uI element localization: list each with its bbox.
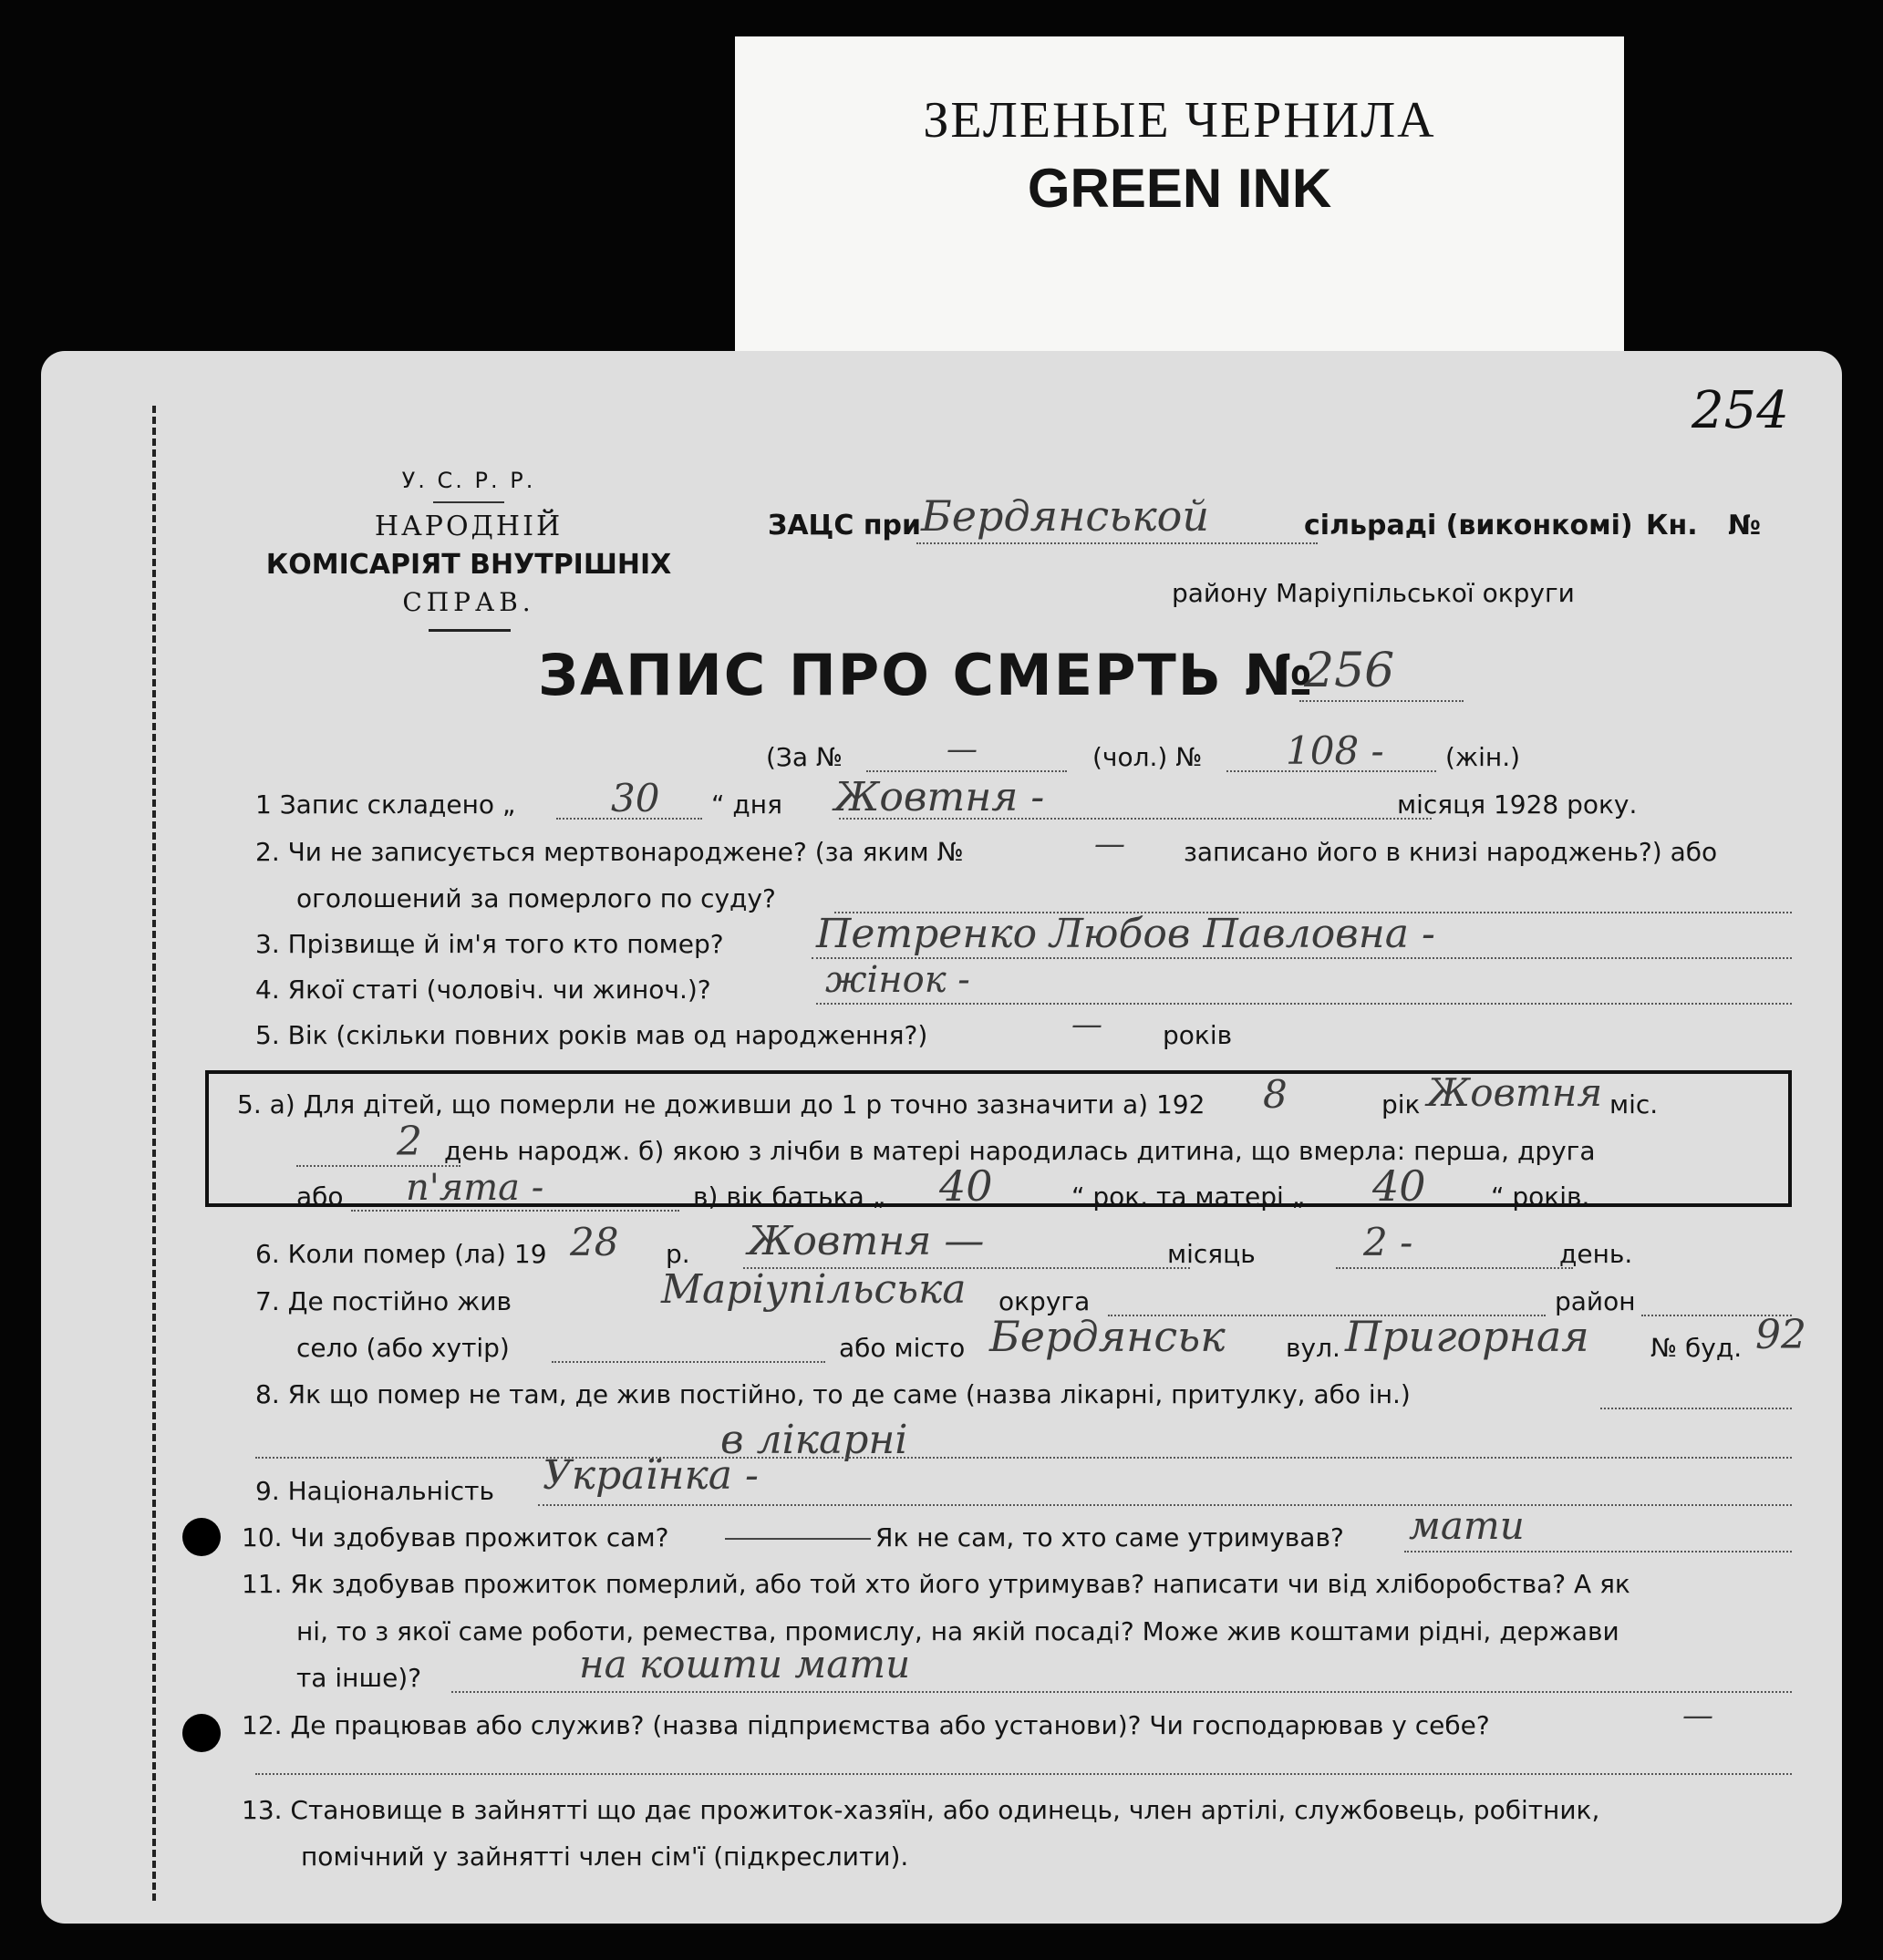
- field-2-handwritten: —: [1094, 826, 1125, 862]
- field-5a-month-handwritten: Жовтня: [1427, 1070, 1603, 1115]
- field-5a-rokiv: “ років.: [1491, 1181, 1590, 1212]
- field-10-dash: [725, 1538, 871, 1540]
- header-sprav: СПРАВ.: [402, 587, 535, 617]
- perforation-line: [152, 406, 156, 1901]
- field-12-label: 12. Де працював або служив? (назва підприємства або установи)? Чи господарював у себе?: [242, 1710, 1490, 1740]
- field-5a-year-handwritten: 8: [1263, 1072, 1288, 1117]
- field-8-line-1: [1600, 1408, 1792, 1409]
- field-2-question-c: оголошений за померлого по суду?: [296, 883, 776, 913]
- field-5a-mis: міс.: [1609, 1089, 1659, 1119]
- kn-number-sign: №: [1728, 510, 1762, 542]
- field-4-line: [816, 1003, 1792, 1005]
- header-narodniy: НАРОДНІЙ: [374, 511, 564, 542]
- field-6-den: день.: [1559, 1239, 1633, 1269]
- field-11-handwritten: на кошти мати: [579, 1642, 911, 1687]
- zacs-pri: ЗАЦС при: [768, 510, 922, 542]
- field-9-line: [538, 1504, 1792, 1506]
- binder-hole: [182, 1518, 221, 1556]
- binder-hole: [182, 1714, 221, 1752]
- field-4-label: 4. Якої статі (чоловіч. чи жиноч.)?: [255, 975, 711, 1005]
- field-7-rayon: район: [1555, 1286, 1636, 1316]
- field-7-bud-handwritten: 92: [1755, 1312, 1806, 1358]
- page-title: ЗАПИС ПРО СМЕРТЬ №: [538, 642, 1315, 708]
- field-7-selo: село (або хутір): [296, 1333, 510, 1363]
- field-5a-mother-label: “ рок. та матері „: [1071, 1181, 1306, 1212]
- field-7-selo-line: [552, 1361, 825, 1363]
- field-11-line: [451, 1691, 1792, 1693]
- field-7-vul: вул.: [1286, 1333, 1340, 1363]
- field-7-bud: № буд.: [1650, 1333, 1743, 1363]
- field-6-day-handwritten: 2 -: [1363, 1220, 1413, 1264]
- zacs-pri-handwritten: Бердянськой: [921, 491, 1209, 541]
- subtitle-zhin: (жін.): [1445, 742, 1521, 772]
- field-2-question-b: записано його в книзі народжень?) або: [1184, 837, 1718, 867]
- silradi: сільраді (виконкомі): [1304, 510, 1633, 542]
- field-9-label: 9. Національність: [255, 1476, 494, 1506]
- field-5a-order-line: [351, 1210, 679, 1212]
- label-russian: ЗЕЛЕНЫЕ ЧЕРНИЛА: [923, 92, 1436, 149]
- field-7-street-handwritten: Пригорная: [1345, 1312, 1589, 1361]
- field-8-handwritten: в лікарні: [720, 1417, 908, 1463]
- field-6-day-line: [1336, 1267, 1573, 1269]
- field-10-question-b: Як не сам, то хто саме утримував?: [875, 1522, 1344, 1553]
- field-10-line: [1404, 1551, 1792, 1553]
- field-4-handwritten: жінок -: [825, 959, 970, 1001]
- subtitle-chol: (чол.) №: [1092, 742, 1203, 772]
- field-10-question-a: 10. Чи здобував прожиток сам?: [242, 1522, 669, 1553]
- field-13-line-a: 13. Становище в зайнятті що дає прожиток-хазяїн, або одинець, член артілі, службовець, робітник,: [242, 1795, 1600, 1825]
- field-2-question: 2. Чи не записується мертвонароджене? (за яким №: [255, 837, 964, 867]
- field-3-label: 3. Прізвище й ім'я того кто помер?: [255, 929, 724, 959]
- subtitle-za-no: (За №: [766, 742, 843, 772]
- field-3-handwritten: Петренко Любов Павловна -: [816, 911, 1435, 957]
- rayonu: району Маріупільської округи: [1172, 578, 1575, 608]
- field-7-abo-misto: або місто: [839, 1333, 966, 1363]
- field-1-dnya: “ дня: [711, 789, 782, 820]
- field-5a-order-handwritten: п'ята -: [406, 1167, 544, 1209]
- record-number-handwritten: 256: [1304, 644, 1395, 698]
- subtitle-zhin-handwritten: 108 -: [1286, 728, 1384, 773]
- page-number: 254: [1692, 381, 1789, 440]
- header-komisariyat: КОМІСАРІЯТ ВНУТРІШНІХ: [265, 549, 672, 581]
- label-english: GREEN INK: [1027, 158, 1332, 219]
- subtitle-line-chol: [866, 770, 1067, 772]
- field-7-okruga-handwritten: Маріупільська: [661, 1266, 967, 1313]
- kn: Кн.: [1646, 510, 1698, 542]
- field-7-okruga: округа: [998, 1286, 1091, 1316]
- field-7-city-handwritten: Бердянськ: [989, 1312, 1226, 1361]
- field-11-line-a: 11. Як здобував прожиток померлий, або той хто його утримував? написати чи від хліборобства? А як: [242, 1569, 1630, 1599]
- field-5-label: 5. Вік (скільки повних років мав од народження?): [255, 1020, 928, 1050]
- field-10-handwritten: мати: [1409, 1503, 1525, 1548]
- field-11-line-b: ні, то з якої саме роботи, ремества, промислу, на якій посаді? Може жив коштами рідні, держави: [296, 1616, 1619, 1646]
- field-9-handwritten: Українка -: [543, 1452, 759, 1499]
- field-1-suffix: місяця 1928 року.: [1397, 789, 1638, 820]
- field-12-line: [255, 1773, 1792, 1775]
- subtitle-chol-handwritten: —: [947, 731, 978, 768]
- field-6-year-handwritten: 28: [570, 1220, 619, 1264]
- field-12-handwritten: —: [1682, 1697, 1713, 1734]
- field-8-label: 8. Як що помер не там, де жив постійно, то де саме (назва лікарні, притулку, або ін.): [255, 1379, 1411, 1409]
- field-6-label: 6. Коли помер (ла) 19: [255, 1239, 547, 1269]
- field-1-day-handwritten: 30: [611, 776, 660, 820]
- title-number-line: [1299, 700, 1464, 702]
- field-6-r: р.: [666, 1239, 690, 1269]
- field-5a-line-2: день народж. б) якою з лічби в матері народилась дитина, що вмерла: перша, друга: [444, 1136, 1596, 1166]
- field-5a-day-handwritten: 2: [397, 1119, 422, 1165]
- field-1-label: 1 Запис складено „: [255, 789, 516, 820]
- field-5-handwritten: —: [1071, 1006, 1102, 1043]
- field-6-misyats: місяць: [1167, 1239, 1256, 1269]
- header-rule-bottom: [429, 629, 511, 632]
- death-record-form: [41, 351, 1842, 1924]
- header-ussr: У. С. Р. Р.: [401, 468, 536, 493]
- field-5-rokiv: років: [1163, 1020, 1233, 1050]
- field-5a-father-handwritten: 40: [939, 1161, 993, 1211]
- field-11-line-c: та інше)?: [296, 1663, 422, 1693]
- field-1-month-handwritten: Жовтня -: [834, 774, 1045, 820]
- field-5a-rik: рік: [1381, 1089, 1421, 1119]
- field-8-line-2: [255, 1457, 1792, 1459]
- header-rule-top: [433, 501, 504, 503]
- field-5a-abo: або: [296, 1181, 344, 1212]
- field-5a-mother-handwritten: 40: [1372, 1161, 1426, 1211]
- field-6-month-handwritten: Жовтня —: [748, 1218, 985, 1264]
- field-5a-father-label: в) вік батька „: [693, 1181, 886, 1212]
- field-5a-line-1: 5. а) Для дітей, що померли не доживши до 1 р точно зазначити а) 192: [237, 1089, 1205, 1119]
- field-7-label: 7. Де постійно жив: [255, 1286, 512, 1316]
- green-ink-label: [735, 36, 1624, 365]
- field-13-line-b: помічний у зайнятті член сім'ї (підкреслити).: [301, 1841, 909, 1872]
- zacs-pri-line: [916, 542, 1318, 544]
